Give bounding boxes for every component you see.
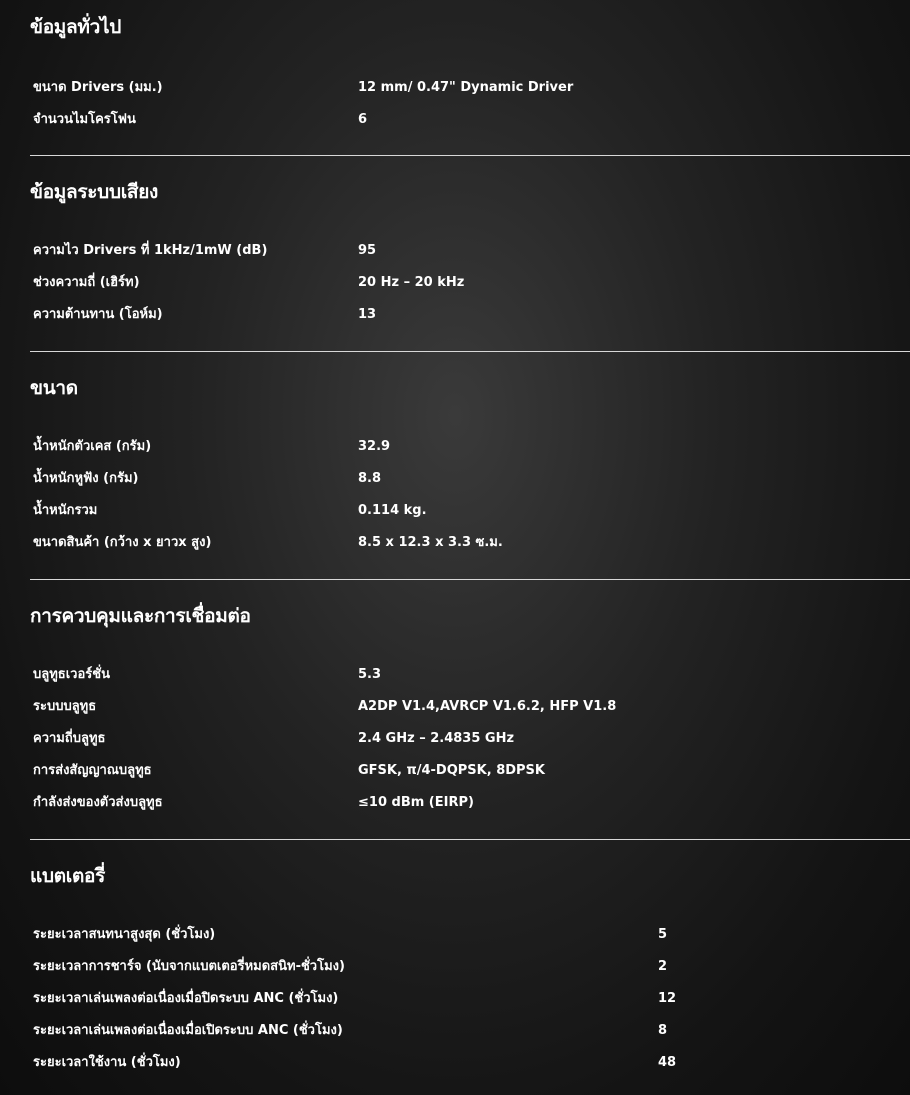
spec-value: 48: [658, 1055, 677, 1070]
section-divider: [30, 839, 910, 840]
section-divider: [30, 579, 910, 580]
spec-value: 32.9: [358, 439, 391, 454]
spec-label: ช่วงความถี่ (เฮิร์ท): [33, 275, 140, 290]
spec-row: [33, 1015, 910, 1047]
spec-label: ระยะเวลาการชาร์จ (นับจากแบตเตอรี่หมดสนิท-ชั่วโมง): [33, 959, 345, 974]
spec-value: 12: [658, 991, 677, 1006]
spec-label: น้ำหนักรวม: [33, 503, 98, 518]
spec-row: [33, 983, 910, 1015]
spec-row: [33, 72, 910, 104]
spec-row: [33, 919, 910, 951]
spec-row: [33, 463, 910, 495]
spec-value: 8.8: [358, 471, 382, 486]
spec-row: [33, 787, 910, 819]
spec-row: [33, 951, 910, 983]
spec-table: [33, 235, 910, 331]
spec-row: [33, 527, 910, 559]
spec-label: การส่งสัญญาณบลูทูธ: [33, 763, 152, 778]
spec-row: [33, 691, 910, 723]
spec-value: 8: [658, 1023, 668, 1038]
spec-label: ระบบบลูทูธ: [33, 699, 97, 714]
spec-value: ≤10 dBm (EIRP): [358, 795, 474, 810]
section-divider: [30, 351, 910, 352]
section-title: ข้อมูลทั่วไป: [30, 16, 121, 38]
spec-label: ระยะเวลาใช้งาน (ชั่วโมง): [33, 1055, 181, 1070]
spec-row: [33, 104, 910, 136]
spec-label: ขนาด Drivers (มม.): [33, 80, 163, 95]
spec-row: [33, 267, 910, 299]
spec-value: GFSK, π/4-DQPSK, 8DPSK: [358, 763, 545, 778]
spec-label: น้ำหนักตัวเคส (กรัม): [33, 439, 152, 454]
spec-table: [33, 72, 910, 136]
spec-label: ระยะเวลาสนทนาสูงสุด (ชั่วโมง): [33, 927, 216, 942]
spec-value: 6: [358, 112, 368, 127]
spec-label: ระยะเวลาเล่นเพลงต่อเนื่องเมื่อปิดระบบ ANC (ชั่วโมง): [33, 991, 339, 1006]
spec-value: 13: [358, 307, 377, 322]
spec-row: [33, 755, 910, 787]
spec-label: ความถี่บลูทูธ: [33, 731, 106, 746]
spec-label: จำนวนไมโครโฟน: [33, 112, 136, 127]
spec-value: 2: [658, 959, 668, 974]
spec-value: 8.5 x 12.3 x 3.3 ซ.ม.: [358, 535, 503, 550]
spec-table: [33, 919, 910, 1079]
spec-row: [33, 723, 910, 755]
spec-row: [33, 431, 910, 463]
spec-table: [33, 431, 910, 559]
spec-label: ขนาดสินค้า (กว้าง x ยาวx สูง): [33, 535, 212, 550]
section-title: แบตเตอรี่: [30, 865, 105, 887]
section-title: ข้อมูลระบบเสียง: [30, 181, 158, 203]
spec-row: [33, 235, 910, 267]
spec-table: [33, 659, 910, 819]
section-title: ขนาด: [30, 377, 78, 399]
spec-row: [33, 659, 910, 691]
spec-value: 2.4 GHz – 2.4835 GHz: [358, 731, 515, 746]
spec-value: 95: [358, 243, 377, 258]
spec-row: [33, 495, 910, 527]
spec-label: ระยะเวลาเล่นเพลงต่อเนื่องเมื่อเปิดระบบ ANC (ชั่วโมง): [33, 1023, 343, 1038]
spec-label: ความไว Drivers ที่ 1kHz/1mW (dB): [33, 243, 268, 258]
spec-label: กำลังส่งของตัวส่งบลูทูธ: [33, 795, 163, 810]
section-divider: [30, 155, 910, 156]
spec-value: 5.3: [358, 667, 382, 682]
section-title: การควบคุมและการเชื่อมต่อ: [30, 605, 251, 627]
spec-value: 20 Hz – 20 kHz: [358, 275, 465, 290]
spec-value: 12 mm/ 0.47" Dynamic Driver: [358, 80, 574, 95]
spec-label: ความต้านทาน (โอห์ม): [33, 307, 163, 322]
spec-label: บลูทูธเวอร์ชั่น: [33, 667, 110, 682]
spec-value: 0.114 kg.: [358, 503, 427, 518]
spec-row: [33, 1047, 910, 1079]
spec-label: น้ำหนักหูฟัง (กรัม): [33, 471, 139, 486]
spec-value: A2DP V1.4,AVRCP V1.6.2, HFP V1.8: [358, 699, 617, 714]
spec-row: [33, 299, 910, 331]
spec-value: 5: [658, 927, 668, 942]
